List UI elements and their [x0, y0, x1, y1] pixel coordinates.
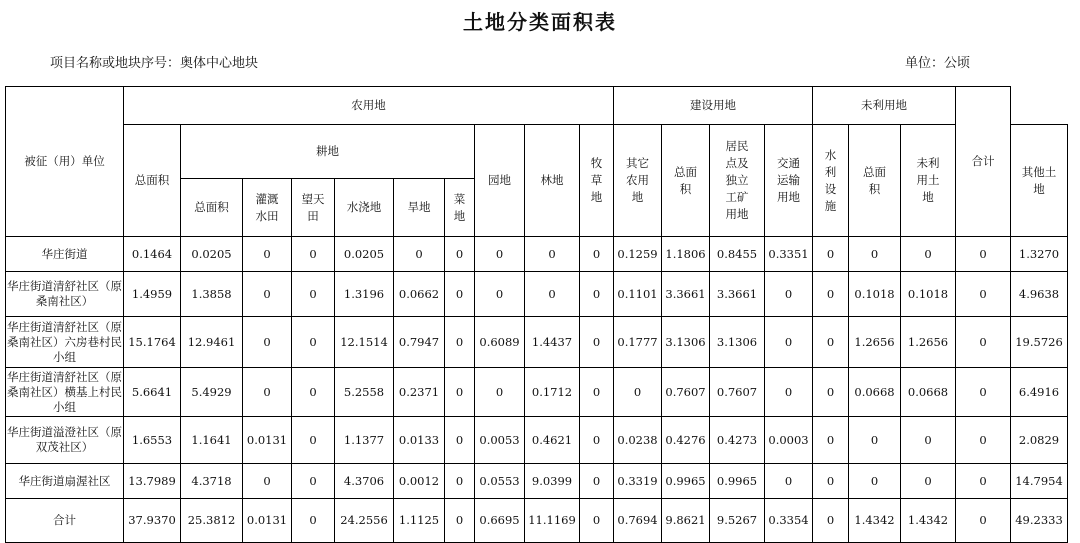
table-cell: 0.1259 [614, 237, 662, 272]
table-cell: 0 [243, 237, 292, 272]
table-cell: 0 [813, 317, 849, 368]
table-row [6, 499, 1068, 543]
table-cell: 3.1306 [710, 317, 765, 368]
header-agri-total: 总面积 [124, 125, 181, 237]
table-cell: 0.9965 [662, 464, 710, 499]
table-cell: 0 [813, 272, 849, 317]
table-cell: 0 [956, 272, 1011, 317]
table-cell: 1.2656 [849, 317, 901, 368]
table-cell: 0 [765, 317, 813, 368]
table-row [6, 272, 1068, 317]
table-cell: 25.3812 [181, 499, 243, 543]
table-cell: 15.1764 [124, 317, 181, 368]
header-forest: 林地 [525, 125, 580, 237]
table-cell: 0 [901, 417, 956, 464]
header-irrigated-paddy: 灌溉水田 [243, 179, 292, 237]
row-unit-name: 华庄街道清舒社区（原桑南社区）横基上村民小组 [6, 368, 124, 417]
table-cell: 0 [901, 464, 956, 499]
row-unit-name: 华庄街道 [6, 237, 124, 272]
row-unit-name: 华庄街道清舒社区（原桑南社区）六房巷村民小组 [6, 317, 124, 368]
table-cell: 0 [580, 417, 614, 464]
table-cell: 0.3354 [765, 499, 813, 543]
table-cell: 0.0133 [394, 417, 445, 464]
table-cell: 0.9965 [710, 464, 765, 499]
table-cell: 0 [243, 464, 292, 499]
table-cell: 9.8621 [662, 499, 710, 543]
header-grand-total: 合计 [956, 87, 1011, 237]
table-cell: 14.7954 [1011, 464, 1068, 499]
table-cell: 4.9638 [1011, 272, 1068, 317]
table-cell: 0 [901, 237, 956, 272]
table-cell: 37.9370 [124, 499, 181, 543]
table-cell: 49.2333 [1011, 499, 1068, 543]
table-cell: 5.6641 [124, 368, 181, 417]
table-cell: 0.0662 [394, 272, 445, 317]
table-cell: 0 [580, 464, 614, 499]
table-cell: 0 [849, 417, 901, 464]
table-cell: 0 [849, 464, 901, 499]
table-cell: 0.7607 [662, 368, 710, 417]
table-cell: 0 [813, 417, 849, 464]
table-cell: 1.4959 [124, 272, 181, 317]
table-cell: 0.1018 [901, 272, 956, 317]
table-cell: 0 [292, 499, 335, 543]
table-cell: 1.2656 [901, 317, 956, 368]
unit-label: 单位：公顷 [905, 56, 971, 71]
table-cell: 0 [292, 368, 335, 417]
table-cell: 0 [394, 237, 445, 272]
table-cell: 0 [475, 237, 525, 272]
table-cell: 0 [580, 499, 614, 543]
header-pasture: 牧草地 [580, 125, 614, 237]
table-cell: 0.3319 [614, 464, 662, 499]
table-cell: 0.1712 [525, 368, 580, 417]
table-cell: 0 [243, 317, 292, 368]
table-cell: 0 [614, 368, 662, 417]
table-cell: 0 [956, 499, 1011, 543]
table-cell: 0 [475, 368, 525, 417]
table-row [6, 417, 1068, 464]
table-cell: 5.2558 [335, 368, 394, 417]
table-cell: 6.4916 [1011, 368, 1068, 417]
table-cell: 0 [580, 237, 614, 272]
table-cell: 0 [445, 499, 475, 543]
table-cell: 1.1641 [181, 417, 243, 464]
table-cell: 0 [525, 237, 580, 272]
header-unused: 未利用地 [813, 87, 956, 125]
table-row [6, 464, 1068, 499]
page-title: 土地分类面积表 [463, 10, 617, 34]
table-cell: 0 [445, 272, 475, 317]
table-cell: 1.1806 [662, 237, 710, 272]
table-cell: 12.9461 [181, 317, 243, 368]
header-unused-total: 总面积 [849, 125, 901, 237]
table-cell: 4.3718 [181, 464, 243, 499]
table-cell: 0 [813, 499, 849, 543]
header-cult-total: 总面积 [181, 179, 243, 237]
header-other-agri: 其它农用地 [614, 125, 662, 237]
table-cell: 5.4929 [181, 368, 243, 417]
table-cell: 1.1125 [394, 499, 445, 543]
table-cell: 0.0012 [394, 464, 445, 499]
table-cell: 0 [445, 464, 475, 499]
table-cell: 0.6089 [475, 317, 525, 368]
table-cell: 0 [956, 237, 1011, 272]
table-cell: 0 [475, 272, 525, 317]
table-cell: 0 [813, 368, 849, 417]
header-unit: 被征（用）单位 [6, 87, 124, 237]
table-cell: 0.0668 [901, 368, 956, 417]
table-cell: 0.0238 [614, 417, 662, 464]
header-vegetable: 菜地 [445, 179, 475, 237]
table-cell: 0 [580, 272, 614, 317]
table-cell: 0 [765, 272, 813, 317]
table-cell: 0.8455 [710, 237, 765, 272]
table-cell: 1.4437 [525, 317, 580, 368]
header-cons-total: 总面积 [662, 125, 710, 237]
table-cell: 0 [243, 272, 292, 317]
table-cell: 0 [849, 237, 901, 272]
header-cultivated: 耕地 [181, 125, 475, 179]
land-classification-table [5, 86, 1068, 543]
header-construction: 建设用地 [614, 87, 813, 125]
table-cell: 2.0829 [1011, 417, 1068, 464]
table-cell: 9.0399 [525, 464, 580, 499]
table-cell: 1.6553 [124, 417, 181, 464]
table-cell: 0 [292, 464, 335, 499]
table-cell: 0.4273 [710, 417, 765, 464]
table-cell: 0 [580, 317, 614, 368]
table-cell: 0 [292, 417, 335, 464]
table-cell: 0.1018 [849, 272, 901, 317]
table-cell: 1.1377 [335, 417, 394, 464]
row-unit-name: 华庄街道清舒社区（原桑南社区） [6, 272, 124, 317]
header-dry-land: 旱地 [394, 179, 445, 237]
table-cell: 0 [765, 368, 813, 417]
table-cell: 0 [445, 417, 475, 464]
header-water: 水利设施 [813, 125, 849, 237]
table-row [6, 368, 1068, 417]
table-cell: 12.1514 [335, 317, 394, 368]
table-cell: 0.0053 [475, 417, 525, 464]
table-cell: 3.3661 [710, 272, 765, 317]
header-irrigated-land: 水浇地 [335, 179, 394, 237]
table-cell: 1.3196 [335, 272, 394, 317]
table-cell: 24.2556 [335, 499, 394, 543]
table-cell: 0 [765, 464, 813, 499]
table-cell: 0.0553 [475, 464, 525, 499]
table-cell: 0.3351 [765, 237, 813, 272]
table-cell: 0 [445, 237, 475, 272]
table-cell: 0 [292, 237, 335, 272]
row-unit-name: 合计 [6, 499, 124, 543]
table-cell: 0 [956, 368, 1011, 417]
table-cell: 0 [292, 317, 335, 368]
header-transport: 交通运输用地 [765, 125, 813, 237]
table-cell: 0.7607 [710, 368, 765, 417]
table-cell: 0.0131 [243, 499, 292, 543]
table-cell: 0 [956, 417, 1011, 464]
header-agri: 农用地 [124, 87, 614, 125]
table-cell: 0 [956, 317, 1011, 368]
table-cell: 0 [445, 368, 475, 417]
table-cell: 3.3661 [662, 272, 710, 317]
table-cell: 0 [813, 464, 849, 499]
table-cell: 4.3706 [335, 464, 394, 499]
table-cell: 0.7694 [614, 499, 662, 543]
table-cell: 0.4276 [662, 417, 710, 464]
header-rainfed-paddy: 望天田 [292, 179, 335, 237]
table-cell: 0.0003 [765, 417, 813, 464]
table-row [6, 237, 1068, 272]
table-cell: 0 [445, 317, 475, 368]
table-cell: 0 [525, 272, 580, 317]
header-residential: 居民点及独立工矿用地 [710, 125, 765, 237]
table-row [6, 317, 1068, 368]
table-cell: 0.1777 [614, 317, 662, 368]
table-cell: 0.0205 [181, 237, 243, 272]
table-cell: 0.1464 [124, 237, 181, 272]
table-cell: 0.0131 [243, 417, 292, 464]
table-cell: 1.4342 [901, 499, 956, 543]
header-garden: 园地 [475, 125, 525, 237]
table-cell: 0 [580, 368, 614, 417]
table-cell: 0.1101 [614, 272, 662, 317]
table-cell: 0.2371 [394, 368, 445, 417]
table-cell: 1.3858 [181, 272, 243, 317]
row-unit-name: 华庄街道扇渥社区 [6, 464, 124, 499]
table-cell: 0 [813, 237, 849, 272]
table-cell: 0.7947 [394, 317, 445, 368]
table-cell: 1.4342 [849, 499, 901, 543]
table-cell: 0 [243, 368, 292, 417]
table-cell: 0.6695 [475, 499, 525, 543]
table-cell: 0 [292, 272, 335, 317]
table-cell: 19.5726 [1011, 317, 1068, 368]
table-cell: 1.3270 [1011, 237, 1068, 272]
table-cell: 0 [956, 464, 1011, 499]
table-cell: 0.4621 [525, 417, 580, 464]
table-cell: 0.0668 [849, 368, 901, 417]
header-other-land: 其他土地 [1011, 125, 1068, 237]
header-unused-land: 未利用土地 [901, 125, 956, 237]
table-cell: 0.0205 [335, 237, 394, 272]
project-label: 项目名称或地块序号：奥体中心地块 [50, 56, 259, 71]
table-cell: 9.5267 [710, 499, 765, 543]
table-cell: 3.1306 [662, 317, 710, 368]
table-cell: 13.7989 [124, 464, 181, 499]
row-unit-name: 华庄街道溢澄社区（原双茂社区） [6, 417, 124, 464]
table-cell: 11.1169 [525, 499, 580, 543]
